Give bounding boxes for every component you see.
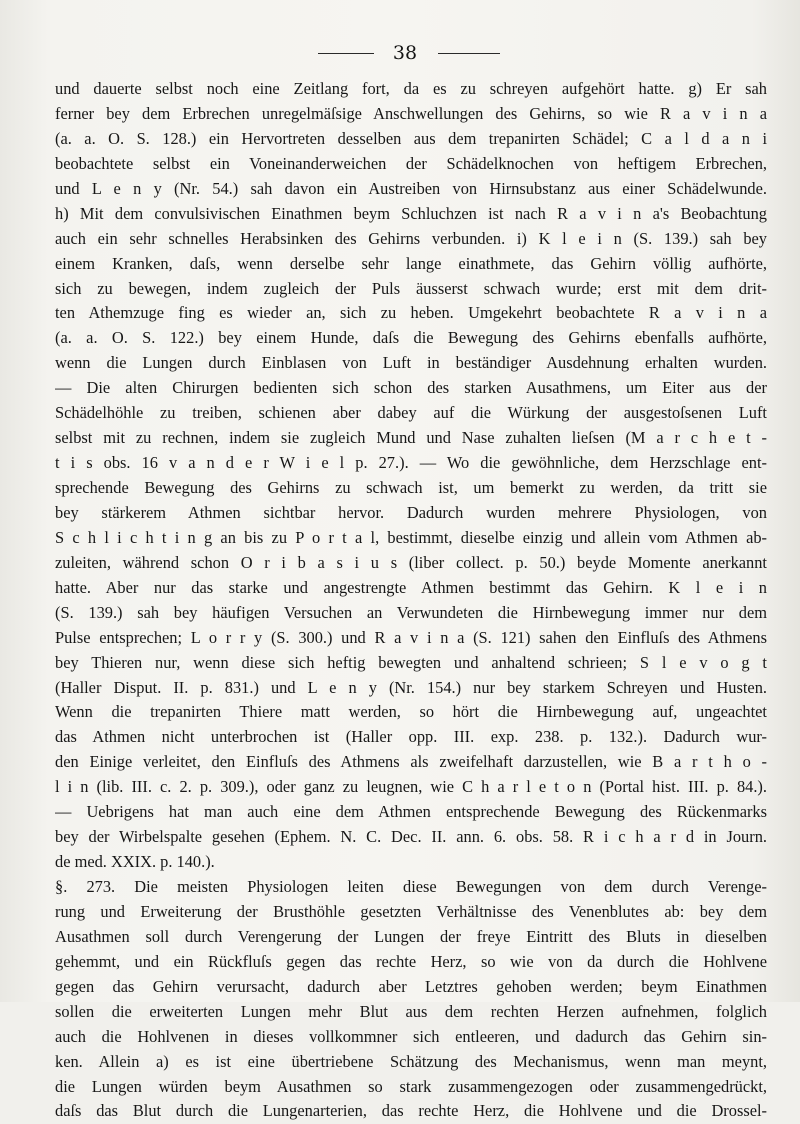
- text-line: auch ein sehr schnelles Herabsinken des Gehirns verbunden. i) K l e i n (S. 139.) sah bey: [55, 228, 767, 248]
- text-line: l i n (lib. III. c. 2. p. 309.), oder ganz zu leugnen, wie C h a r l e t o n (Portal hist. III. p. 84.).: [55, 777, 767, 797]
- header-rule-left: [318, 53, 374, 54]
- page-header: [0, 40, 800, 66]
- page-number: 38: [392, 42, 418, 64]
- text-line: — Uebrigens hat man auch eine dem Athmen entsprechende Bewegung des Rückenmarks: [55, 802, 767, 822]
- text-line: Schädelhöhle zu treiben, schienen aber dabey auf die Würkung der ausgestoſsenen Luft: [55, 403, 767, 423]
- text-line: §. 273. Die meisten Physiologen leiten diese Bewegungen von dem durch Verenge-: [55, 877, 767, 896]
- text-line: bey der Wirbelspalte gesehen (Ephem. N. C. Dec. II. ann. 6. obs. 58. R i c h a r d in Journ.: [55, 827, 767, 847]
- text-line: Ausathmen soll durch Verengerung der Lungen der freye Eintritt des Bluts in dieselben: [55, 926, 767, 946]
- text-line: selbst mit zu rechnen, indem sie zugleich Mund und Nase zuhalten lieſsen (M a r c h e t -: [55, 428, 767, 448]
- text-line: — Die alten Chirurgen bedienten sich schon des starken Ausathmens, um Eiter aus der: [55, 378, 767, 398]
- text-line: S c h l i c h t i n g an bis zu P o r t a l, bestimmt, dieselbe einzig und allein vom Athmen ab-: [55, 527, 767, 547]
- text-line: einem Kranken, daſs, wenn derselbe sehr lange einathmete, das Gehirn völlig aufhörte,: [55, 253, 767, 273]
- text-line: sich zu bewegen, indem zugleich der Puls äusserst schwach wurde; erst mit dem drit-: [55, 278, 767, 298]
- text-line: sollen die erweiterten Lungen mehr Blut aus dem rechten Herzen aufnehmen, folglich: [55, 1001, 767, 1021]
- text-line: t i s obs. 16 v a n d e r W i e l p. 27.). — Wo die gewöhnliche, dem Herzschlage ent-: [55, 453, 767, 473]
- text-line: ten Athemzuge fing es wieder an, sich zu heben. Umgekehrt beobachtete R a v i n a: [55, 303, 767, 323]
- text-line: gehemmt, und ein Rückfluſs gegen das rechte Herz, so wie von da durch die Hohlvene: [55, 951, 767, 971]
- text-line: auch die Hohlvenen in dieses vollkommner sich entleeren, und dadurch das Gehirn sin-: [55, 1026, 767, 1046]
- text-line: sprechende Bewegung des Gehirns zu schwach ist, um bemerkt zu werden, da tritt sie: [55, 478, 767, 497]
- text-line: rung und Erweiterung der Brusthöhle gesetzten Verhältnisse des Venenblutes ab: bey dem: [55, 901, 767, 921]
- text-line: (a. a. O. S. 128.) ein Hervortreten desselben aus dem trepanirten Schädel; C a l d a n i: [55, 128, 767, 148]
- text-line: Wenn die trepanirten Thiere matt werden, so hört die Hirnbewegung auf, ungeachtet: [55, 702, 767, 722]
- body-text: [55, 77, 767, 1124]
- text-line: und L e n y (Nr. 54.) sah davon ein Austreiben von Hirnsubstanz aus einer Schädelwunde.: [55, 178, 767, 198]
- text-line: ferner bey dem Erbrechen unregelmäſsige Anschwellungen des Gehirns, so wie R a v i n a: [55, 103, 767, 123]
- text-line: h) Mit dem convulsivischen Einathmen beym Schluchzen ist nach R a v i n a's Beobachtung: [55, 203, 767, 223]
- text-line: bey Thieren nur, wenn diese sich heftig bewegten und anhaltend schrieen; S l e v o g t: [55, 652, 767, 672]
- text-line: beobachtete selbst ein Voneinanderweichen der Schädelknochen von heftigem Erbrechen,: [55, 153, 767, 173]
- text-line: zuleiten, während schon O r i b a s i u s (liber collect. p. 50.) beyde Momente anerkannt: [55, 552, 767, 572]
- header-rule-right: [438, 53, 500, 54]
- text-line: de med. XXIX. p. 140.).: [55, 852, 215, 872]
- text-line: daſs das Blut durch die Lungenarterien, das rechte Herz, die Hohlvene und die Drossel-: [55, 1101, 767, 1121]
- text-line: (a. a. O. S. 122.) bey einem Hunde, daſs die Bewegung des Gehirns ebenfalls aufhörte,: [55, 328, 767, 348]
- text-line: hatte. Aber nur das starke und angestrengte Athmen bestimmt das Gehirn. K l e i n: [55, 577, 767, 597]
- text-line: bey stärkerem Athmen sichtbar hervor. Dadurch wurden mehrere Physiologen, von: [55, 502, 767, 522]
- text-line: (Haller Disput. II. p. 831.) und L e n y (Nr. 154.) nur bey starkem Schreyen und Husten.: [55, 677, 767, 697]
- text-line: Pulse entsprechen; L o r r y (S. 300.) und R a v i n a (S. 121) sahen den Einfluſs des Athmens: [55, 627, 767, 647]
- text-line: wenn die Lungen durch Einblasen von Luft in beständiger Ausdehnung erhalten wurden.: [55, 353, 767, 373]
- text-line: das Athmen nicht unterbrochen ist (Haller opp. III. exp. 238. p. 132.). Dadurch wur-: [55, 727, 767, 747]
- text-line: (S. 139.) sah bey häufigen Versuchen an Verwundeten die Hirnbewegung immer nur dem: [55, 602, 767, 622]
- text-line: den Einige verleitet, den Einfluſs des Athmens als zweifelhaft darzustellen, wie B a r t h o -: [55, 752, 767, 772]
- text-line: ken. Allein a) es ist eine übertriebene Schätzung des Mechanismus, wenn man meynt,: [55, 1051, 767, 1071]
- text-line: und dauerte selbst noch eine Zeitlang fort, da es zu schreyen aufgehört hatte. g) Er sah: [55, 79, 767, 98]
- text-line: gegen das Gehirn verursacht, dadurch aber Letztres gehoben werden; beym Einathmen: [55, 976, 767, 996]
- text-line: die Lungen würden beym Ausathmen so stark zusammengezogen oder zusammengedrückt,: [55, 1076, 767, 1096]
